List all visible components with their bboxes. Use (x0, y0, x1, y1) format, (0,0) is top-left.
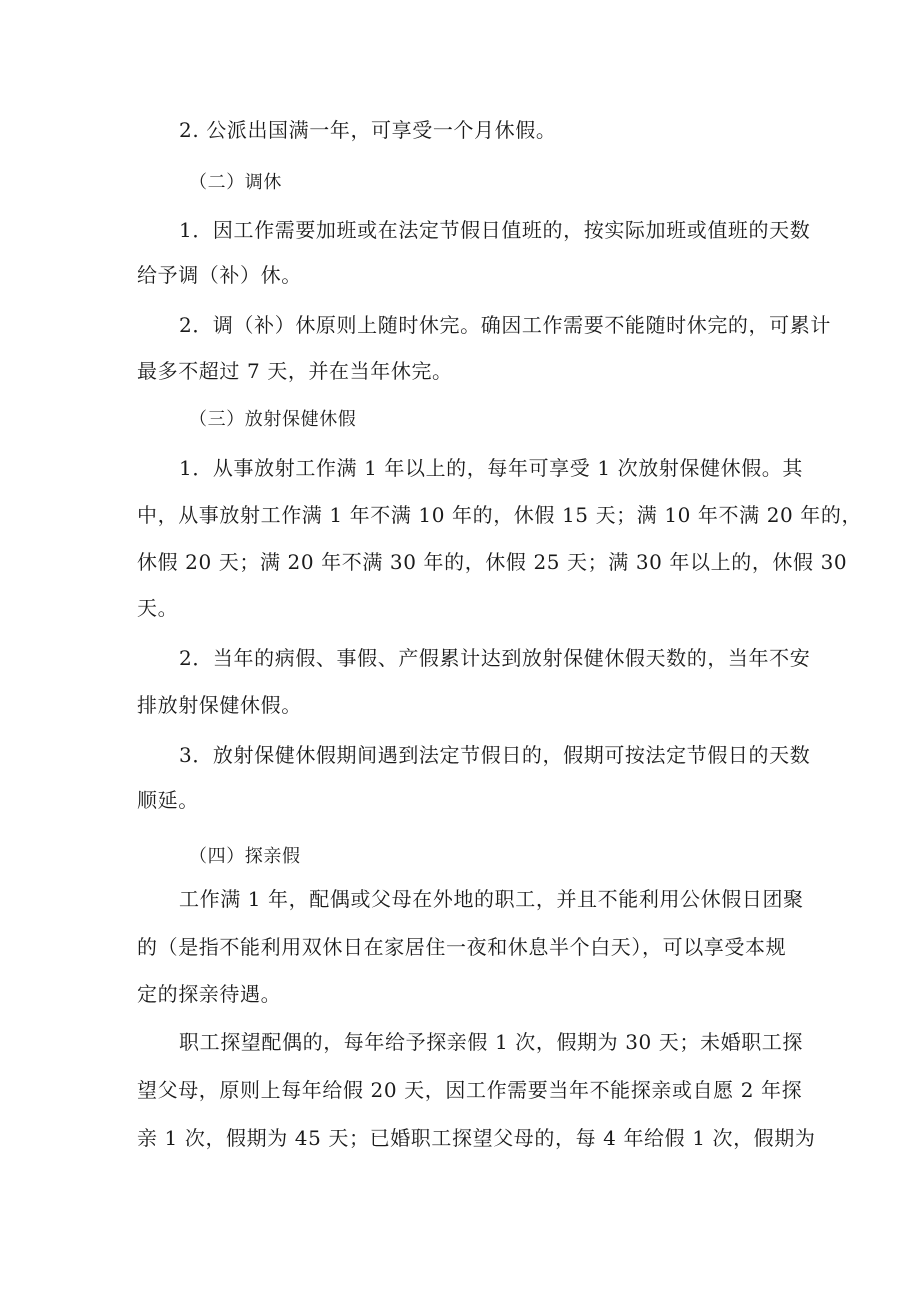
paragraph-line: 1．从事放射工作满 1 年以上的，每年可享受 1 次放射保健休假。其 (179, 456, 804, 480)
section-heading: （三）放射保健休假 (189, 409, 357, 430)
paragraph-line: 天。 (137, 596, 179, 620)
section-heading: （二）调休 (189, 172, 282, 193)
paragraph-line: 工作满 1 年，配偶或父母在外地的职工，并且不能利用公休假日团聚 (179, 887, 804, 911)
paragraph-line: 定的探亲待遇。 (137, 982, 282, 1006)
paragraph-line: 2．调（补）休原则上随时休完。确因工作需要不能随时休完的，可累计 (179, 313, 831, 337)
paragraph-line: 1．因工作需要加班或在法定节假日值班的，按实际加班或值班的天数 (179, 218, 811, 242)
paragraph-line: 最多不超过 7 天，并在当年休完。 (137, 359, 453, 383)
section-heading: （四）探亲假 (189, 846, 301, 867)
paragraph-line: 3．放射保健休假期间遇到法定节假日的，假期可按法定节假日的天数 (179, 743, 811, 767)
paragraph-line: 的（是指不能利用双休日在家居住一夜和休息半个白天），可以享受本规 (137, 935, 787, 959)
paragraph-line: 职工探望配偶的，每年给予探亲假 1 次，假期为 30 天；未婚职工探 (179, 1030, 804, 1054)
paragraph-line: 排放射保健休假。 (137, 693, 302, 717)
paragraph-line: 顺延。 (137, 788, 199, 812)
paragraph-line: 2. 公派出国满一年，可享受一个月休假。 (179, 118, 557, 142)
paragraph-line: 给予调（补）休。 (137, 263, 302, 287)
paragraph-line: 望父母，原则上每年给假 20 天，因工作需要当年不能探亲或自愿 2 年探 (137, 1078, 803, 1102)
paragraph-line: 休假 20 天；满 20 年不满 30 年的，休假 25 天；满 30 年以上的，休假 30 (137, 550, 848, 574)
paragraph-line: 2．当年的病假、事假、产假累计达到放射保健休假天数的，当年不安 (179, 646, 811, 670)
paragraph-line: 中，从事放射工作满 1 年不满 10 年的，休假 15 天；满 10 年不满 20 年的， (137, 503, 863, 527)
paragraph-line: 亲 1 次，假期为 45 天；已婚职工探望父母的，每 4 年给假 1 次，假期为 (137, 1126, 816, 1150)
